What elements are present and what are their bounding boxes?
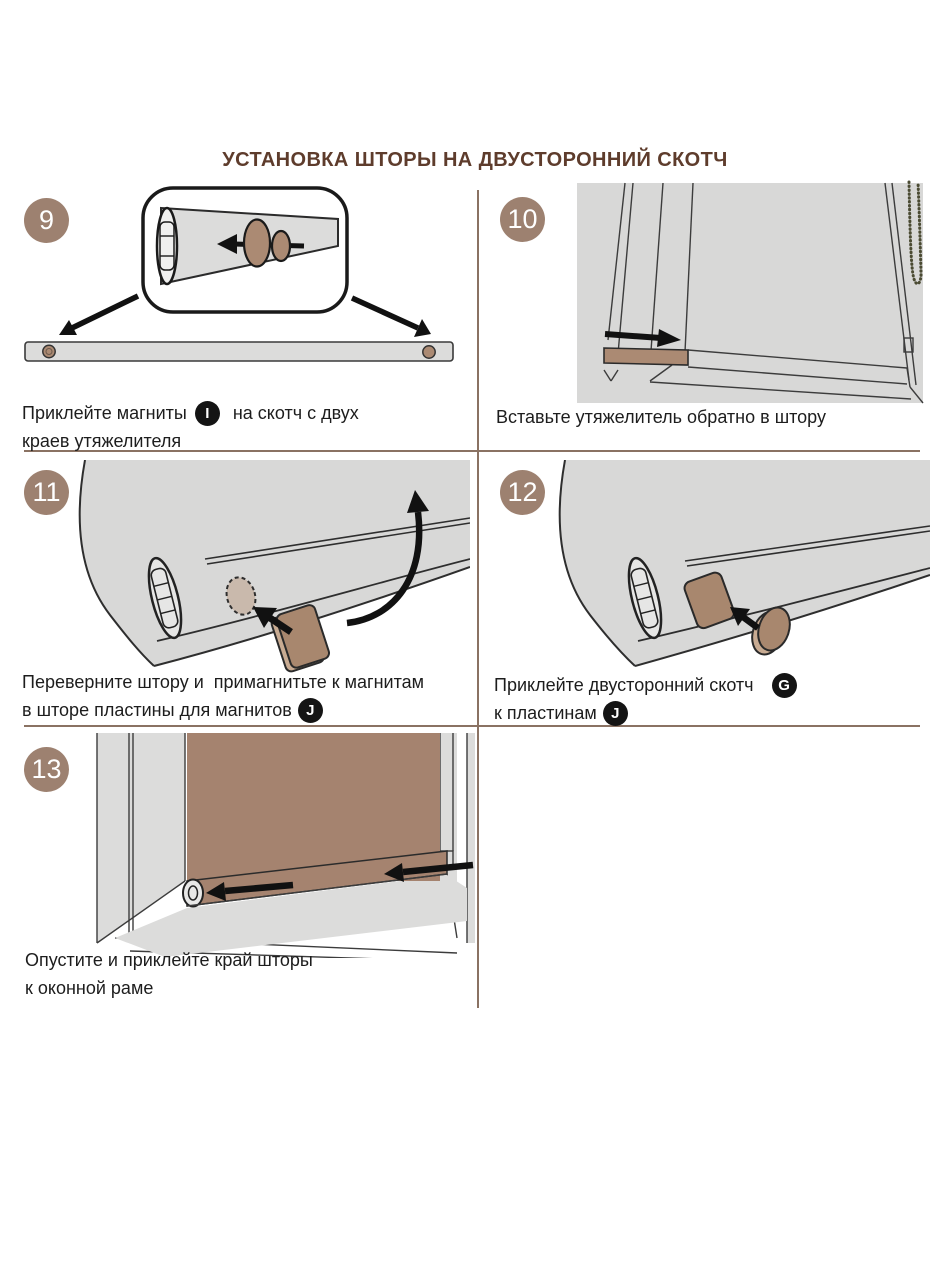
magnet-large (244, 220, 270, 267)
part-badge-G: G (772, 673, 797, 698)
step-13-caption: Опустите и приклейте край шторы к оконной раме (25, 949, 313, 998)
page-title: УСТАНОВКА ШТОРЫ НА ДВУСТОРОННИЙ СКОТЧ (222, 149, 728, 171)
flip-curtain-attach-plates-illustration (60, 460, 470, 676)
magnet-on-bar-left (43, 345, 55, 357)
step-10-caption: Вставьте утяжелитель обратно в штору (496, 406, 826, 427)
step-13-number-badge: 13 (24, 747, 69, 792)
weight-bar (604, 348, 688, 365)
step-9-caption: Приклейте магниты I на скотч с двух краев утяжелителя (22, 402, 359, 451)
stick-curtain-edge-illustration (95, 733, 475, 958)
step-11-caption: Переверните штору и примагнитьте к магнитам в шторе пластины для магнитов J (22, 668, 424, 724)
roll-end-cap (183, 880, 203, 907)
step-12-caption: Приклейте двусторонний скотч G к пластинам J (494, 671, 797, 727)
weight-bar-with-magnets-illustration (20, 186, 460, 366)
step-12-number-badge: 12 (500, 470, 545, 515)
window-outer-edge (467, 733, 475, 943)
part-badge-J: J (603, 701, 628, 726)
step-9-number-badge: 9 (24, 198, 69, 243)
stick-tape-to-plates-illustration (545, 460, 930, 676)
step-11-number-badge: 11 (24, 470, 69, 515)
part-badge-I: I (195, 401, 220, 426)
column-divider (477, 190, 479, 1008)
step-10-number-badge: 10 (500, 197, 545, 242)
weight-bar-full (25, 342, 453, 361)
magnet-on-bar-right (423, 346, 435, 358)
part-badge-J: J (298, 698, 323, 723)
insert-weight-into-curtain-illustration (575, 178, 925, 405)
window-pane (577, 183, 923, 403)
magnet-small (272, 231, 290, 261)
